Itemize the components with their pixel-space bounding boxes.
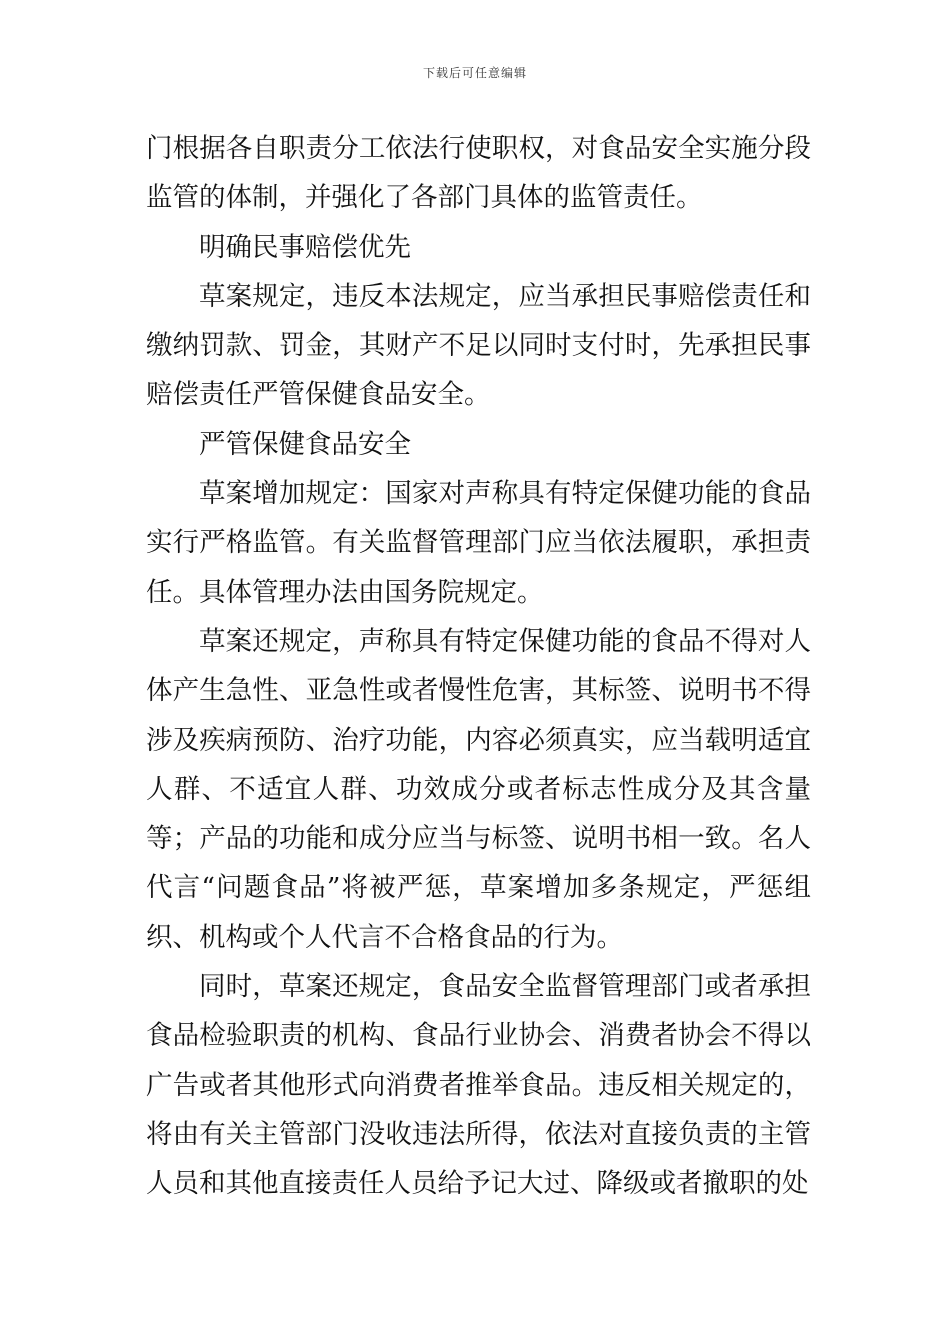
- paragraph: 门根据各自职责分工依法行使职权，对食品安全实施分段监管的体制，并强化了各部门具体的监管责任。: [146, 133, 811, 214]
- document-body: [146, 124, 811, 1209]
- section-heading: 严管保健食品安全: [199, 428, 411, 460]
- page-header: 下载后可任意编辑: [422, 66, 527, 80]
- paragraph: 同时，草案还规定，食品安全监督管理部门或者承担食品检验职责的机构、食品行业协会、消费者协会不得以广告或者其他形式向消费者推举食品。违反相关规定的，将由有关主管部门没收违法所得，依法对直接负责的主管人员和其他直接责任人员给予记大过、降级或者撤职的处: [146, 971, 811, 1200]
- paragraph: 草案规定，违反本法规定，应当承担民事赔偿责任和缴纳罚款、罚金，其财产不足以同时支付时，先承担民事赔偿责任严管保健食品安全。: [146, 280, 811, 411]
- paragraph: 草案还规定，声称具有特定保健功能的食品不得对人体产生急性、亚急性或者慢性危害，其标签、说明书不得涉及疾病预防、治疗功能，内容必须真实，应当载明适宜人群、不适宜人群、功效成分或者标志性成分及其含量等；产品的功能和成分应当与标签、说明书相一致。名人代言“问题食品”将被严惩，草案增加多条规定，严惩组织、机构或个人代言不合格食品的行为。: [146, 625, 811, 953]
- paragraph: 草案增加规定：国家对声称具有特定保健功能的食品实行严格监管。有关监督管理部门应当依法履职，承担责任。具体管理办法由国务院规定。: [146, 478, 811, 608]
- section-heading: 明确民事赔偿优先: [199, 231, 411, 263]
